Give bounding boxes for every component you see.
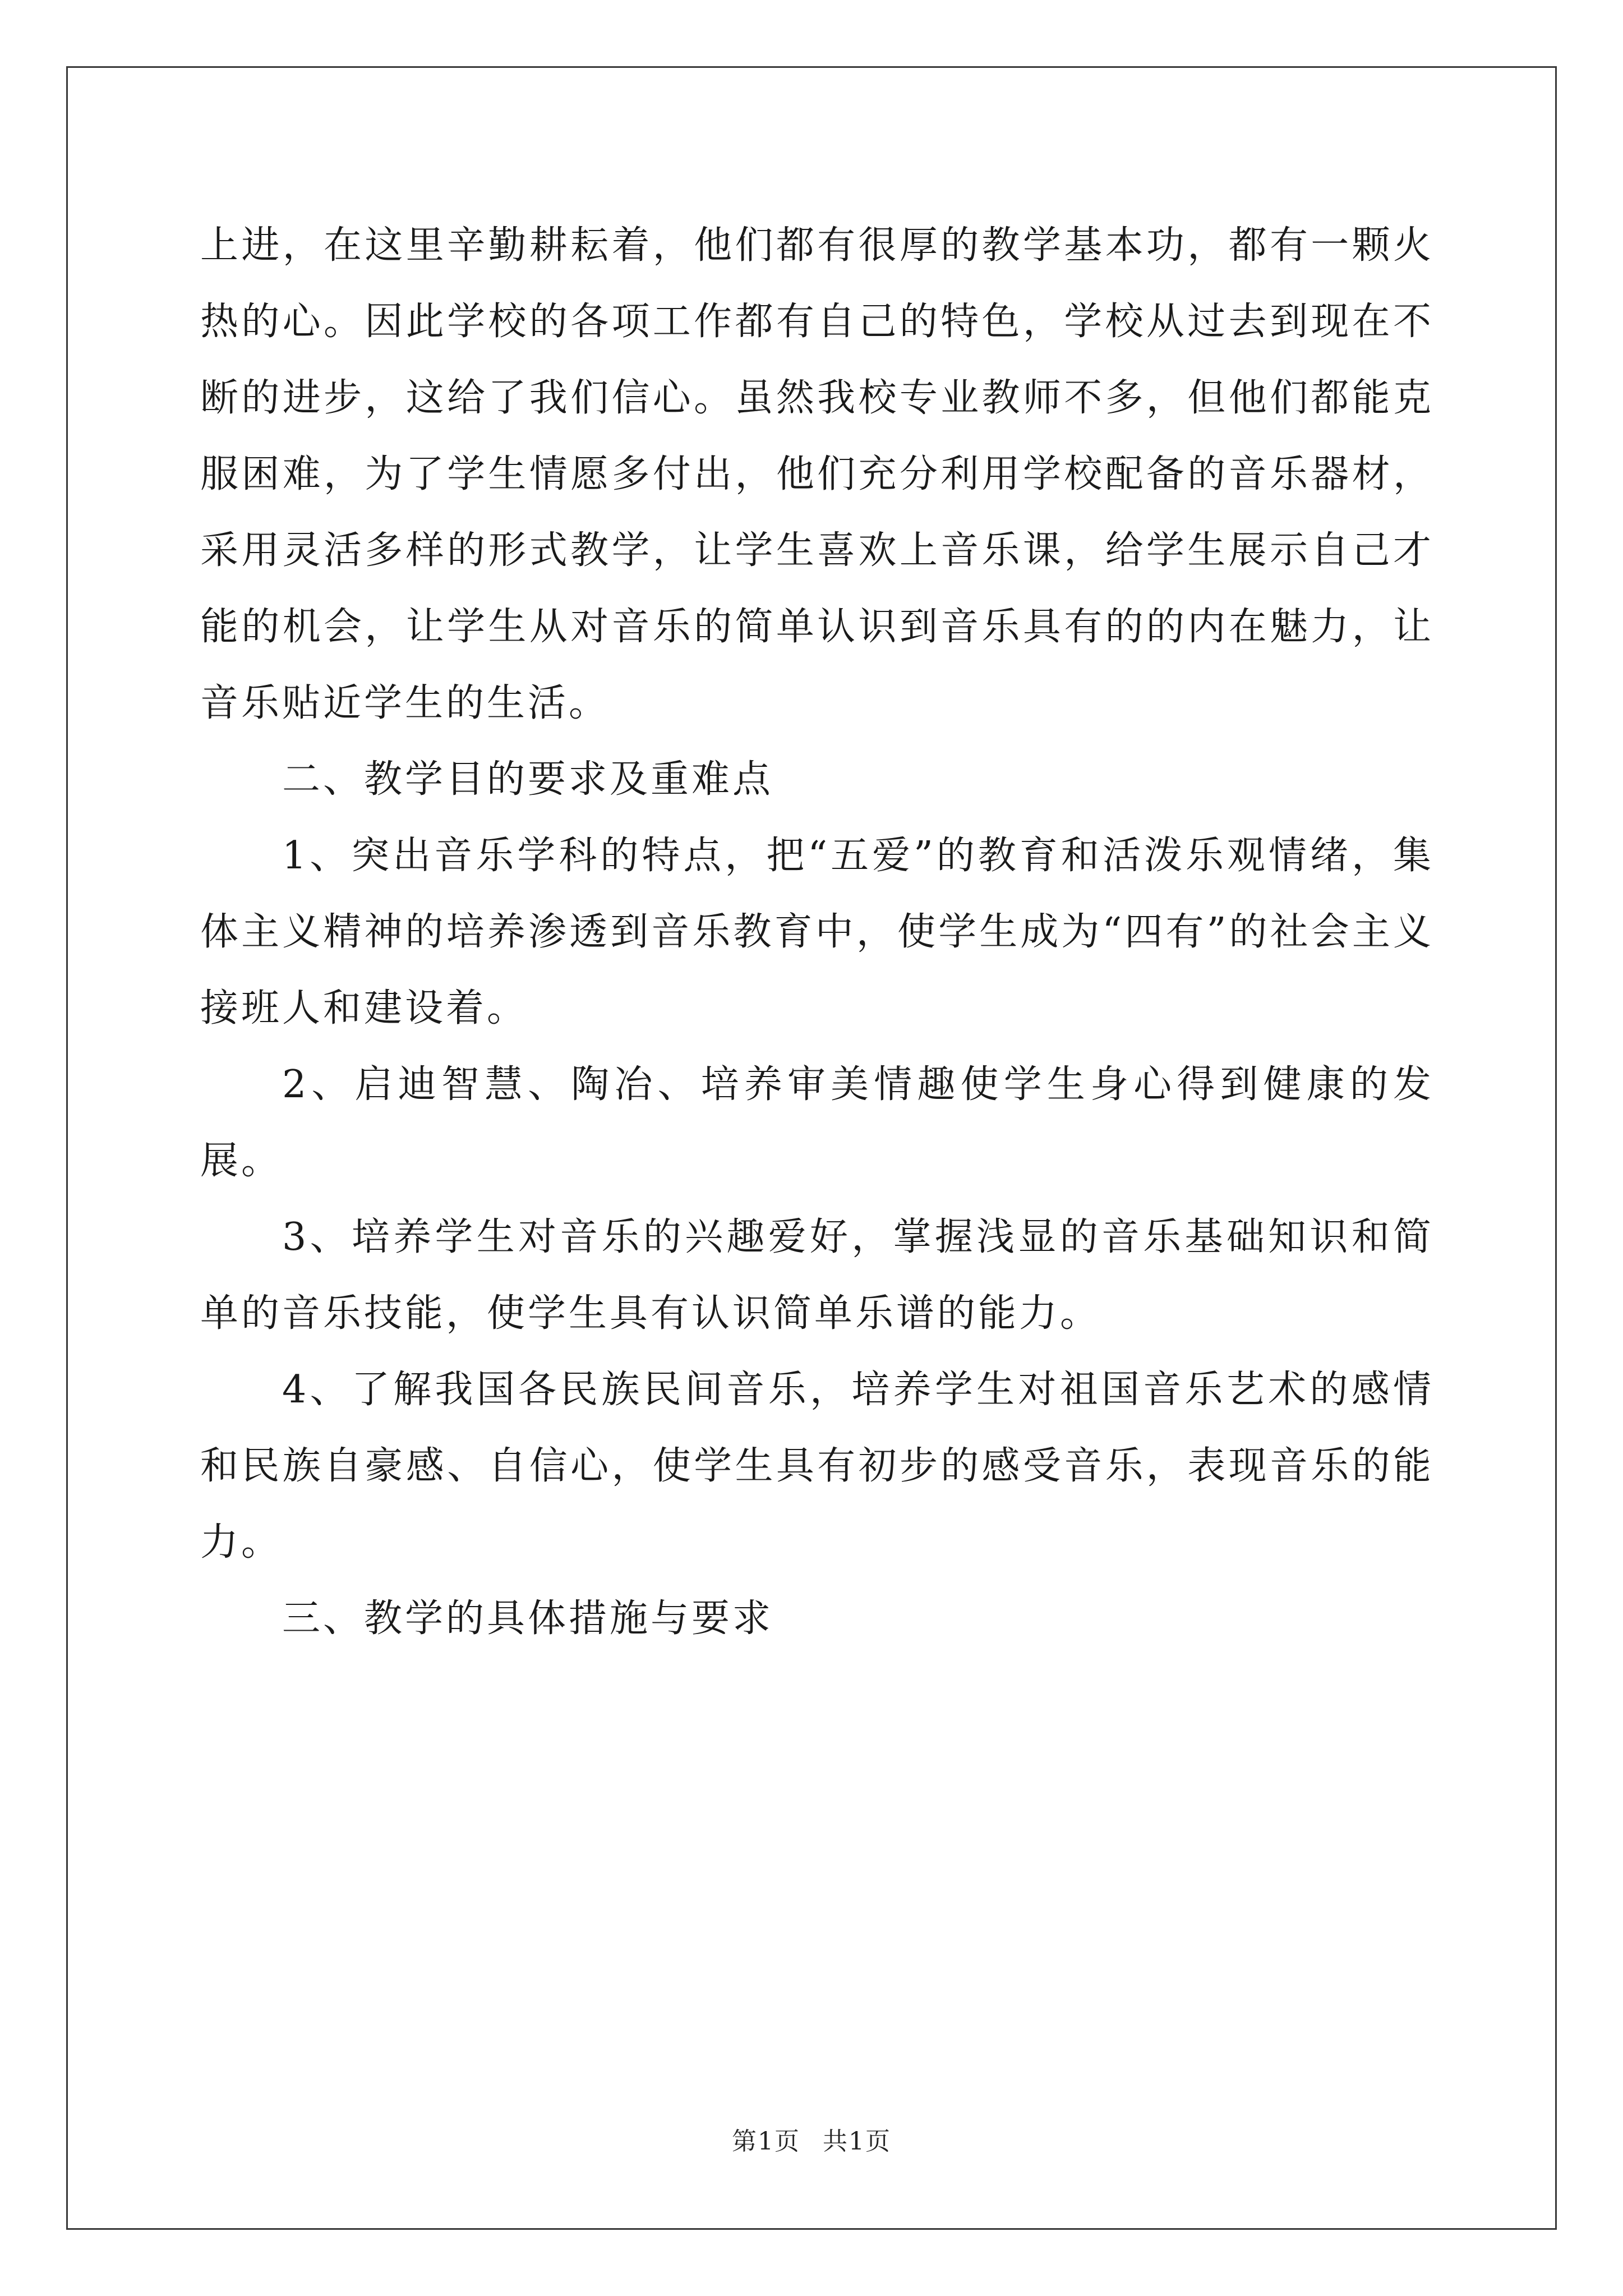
list-item-1: 1、突出音乐学科的特点，把“五爱”的教育和活泼乐观情绪，集体主义精神的培养渗透到音乐教育中，使学生成为“四有”的社会主义接班人和建设着。 — [200, 834, 1434, 1030]
list-item-3: 3、培养学生对音乐的兴趣爱好，掌握浅显的音乐基础知识和简单的音乐技能，使学生具有认识简单乐谱的能力。 — [200, 1215, 1434, 1336]
section-heading-3: 三、教学的具体措施与要求 — [282, 1596, 774, 1641]
document-body — [200, 208, 1434, 1657]
page-footer — [0, 2125, 1623, 2159]
list-item-2: 2、启迪智慧、陶冶、培养审美情趣使学生身心得到健康的发展。 — [200, 1062, 1434, 1183]
paragraph-continuation: 上进，在这里辛勤耕耘着，他们都有很厚的教学基本功，都有一颗火热的心。因此学校的各项工作都有自己的特色，学校从过去到现在不断的进步，这给了我们信心。虽然我校专业教师不多，但他们都能克服困难，为了学生情愿多付出，他们充分利用学校配备的音乐器材，采用灵活多样的形式教学，让学生喜欢上音乐课，给学生展示自己才能的机会，让学生从对音乐的简单认识到音乐具有的的内在魅力，让音乐贴近学生的生活。 — [200, 223, 1434, 725]
page-number-total: 共1页 — [823, 2127, 891, 2156]
page-number-current: 第1页 — [732, 2127, 800, 2156]
section-heading-2: 二、教学目的要求及重难点 — [282, 757, 774, 802]
list-item-4: 4、了解我国各民族民间音乐，培养学生对祖国音乐艺术的感情和民族自豪感、自信心，使学生具有初步的感受音乐，表现音乐的能力。 — [200, 1368, 1434, 1565]
